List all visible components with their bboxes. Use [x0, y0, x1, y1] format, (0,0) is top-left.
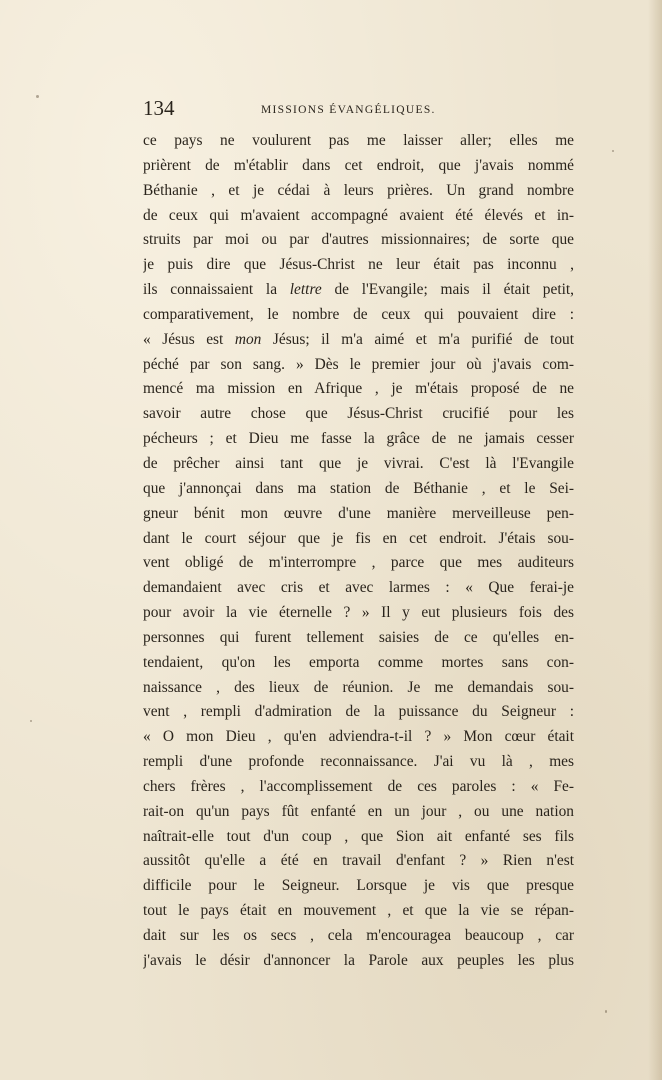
text-line: ce pays ne voulurent pas me laisser aller; elles me	[143, 132, 574, 149]
body-text	[143, 129, 574, 974]
running-title: MISSIONS ÉVANGÉLIQUES.	[261, 104, 436, 116]
text-line: de prêcher ainsi tant que je vivrai. C'est là l'Evangile	[143, 454, 574, 472]
text-line	[143, 278, 574, 303]
text-line: tendaient, qu'on les emporta comme mortes sans con-	[143, 653, 574, 671]
text-line: prièrent de m'établir dans cet endroit, que j'avais nommé	[143, 156, 574, 174]
text-line: pour avoir la vie éternelle ? » Il y eut plusieurs fois des	[143, 604, 574, 622]
text-segment: « Jésus est	[143, 330, 235, 348]
paper-speck	[612, 150, 614, 152]
page-edge-shadow	[648, 0, 662, 1080]
page-number: 134	[143, 96, 175, 120]
text-line: de ceux qui m'avaient accompagné avaient été élevés et in-	[143, 206, 574, 224]
text-line: naîtrait-elle tout d'un coup , que Sion ait enfanté ses fils	[143, 827, 574, 845]
italic-word: mon	[234, 330, 262, 348]
text-line: tout le pays était en mouvement , et que la vie se répan-	[143, 902, 574, 920]
text-line: savoir autre chose que Jésus-Christ crucifié pour les	[143, 405, 574, 423]
text-line: chers frères , l'accomplissement de ces paroles : « Fe-	[143, 777, 574, 795]
text-line: struits par moi ou par d'autres missionnaires; de sorte que	[143, 231, 574, 249]
text-line: Béthanie , et je cédai à leurs prières. Un grand nombre	[143, 181, 574, 199]
text-line: j'avais le désir d'annoncer la Parole aux peuples les plus	[143, 951, 574, 969]
text-line: comparativement, le nombre de ceux qui pouvaient dire :	[143, 305, 574, 323]
text-line: difficile pour le Seigneur. Lorsque je vis que presque	[143, 877, 574, 895]
text-line: « O mon Dieu , qu'en adviendra-t-il ? » Mon cœur était	[143, 728, 574, 746]
text-line: dait sur les os secs , cela m'encouragea beaucoup , car	[143, 927, 574, 944]
paper-speck	[36, 95, 39, 98]
text-line: je puis dire que Jésus-Christ ne leur était pas inconnu ,	[143, 256, 574, 274]
text-line: péché par son sang. » Dès le premier jour où j'avais com-	[143, 355, 574, 373]
italic-word: lettre	[289, 281, 322, 299]
text-line: mencé ma mission en Afrique , je m'étais proposé de ne	[143, 380, 574, 398]
text-line: vent , rempli d'admiration de la puissance du Seigneur :	[143, 703, 574, 721]
text-line: naissance , des lieux de réunion. Je me demandais sou-	[143, 678, 574, 696]
text-line: dant le court séjour que je fis en cet endroit. J'étais sou-	[143, 529, 574, 547]
text-line: que j'annonçai dans ma station de Béthanie , et le Sei-	[143, 479, 574, 497]
text-line: gneur bénit mon œuvre d'une manière merveilleuse pen-	[143, 504, 574, 522]
paper-speck	[30, 720, 32, 722]
text-line: rait-on qu'un pays fût enfanté en un jour , ou une nation	[143, 802, 574, 820]
text-line: personnes qui furent tellement saisies de ce qu'elles en-	[143, 628, 574, 646]
text-line: rempli d'une profonde reconnaissance. J'ai vu là , mes	[143, 753, 574, 771]
text-segment: ils connaissaient la	[143, 281, 290, 299]
text-segment: Jésus; il m'a aimé et m'a purifié de tout	[261, 330, 574, 348]
text-line: demandaient avec cris et avec larmes : « Que ferai-je	[143, 579, 574, 597]
paper-speck	[605, 1010, 607, 1013]
running-head	[143, 96, 573, 124]
text-segment: de l'Evangile; mais il était petit,	[321, 281, 574, 299]
text-line	[143, 328, 574, 353]
text-line: pécheurs ; et Dieu me fasse la grâce de ne jamais cesser	[143, 430, 574, 448]
text-line: aussitôt qu'elle a été en travail d'enfant ? » Rien n'est	[143, 852, 574, 870]
text-line: vent obligé de m'interrompre , parce que mes auditeurs	[143, 554, 574, 572]
